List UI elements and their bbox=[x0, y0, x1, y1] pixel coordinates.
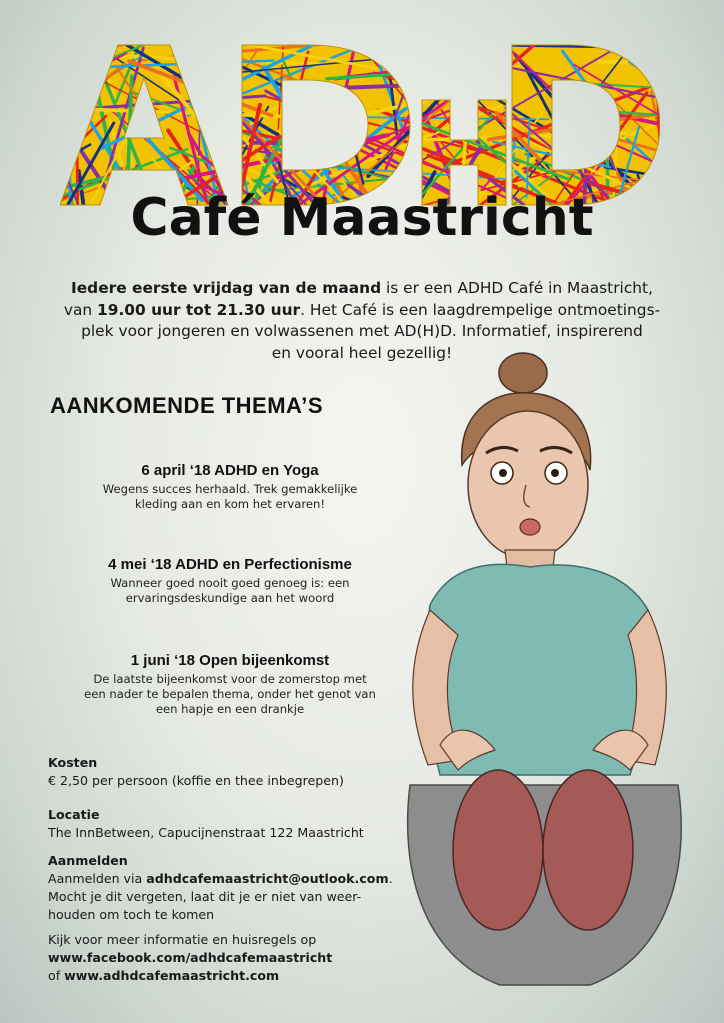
event-desc-line: De laatste bijeenkomst voor de zomerstop met bbox=[93, 672, 367, 686]
more-info-block bbox=[48, 931, 332, 985]
intro-text-1: is er een ADHD Café in Maastricht, bbox=[381, 279, 653, 297]
facebook-link[interactable]: www.facebook.com/adhdcafemaastricht bbox=[48, 950, 333, 965]
event-desc-line: Wegens succes herhaald. Trek gemakkelijke bbox=[102, 482, 358, 496]
event-yoga bbox=[20, 462, 440, 512]
event-perfectionisme bbox=[20, 556, 440, 606]
event-desc-line: kleding aan en kom het ervaren! bbox=[134, 497, 326, 511]
more-info-text: Kijk voor meer informatie en huisregels op bbox=[48, 932, 317, 947]
event-title: 1 juni ‘18 Open bijeenkomst bbox=[130, 652, 330, 669]
intro-bold-2: 19.00 uur tot 21.30 uur bbox=[97, 300, 301, 319]
location-block bbox=[48, 806, 364, 842]
intro-text-3: . Het Café is een laagdrempelige ontmoetings- bbox=[300, 300, 661, 319]
intro-text-2: van bbox=[63, 300, 98, 319]
event-title: 6 april ‘18 ADHD en Yoga bbox=[141, 462, 319, 479]
costs-label: Kosten bbox=[48, 755, 98, 770]
registration-email[interactable]: adhdcafemaastricht@outlook.com bbox=[146, 871, 389, 886]
themes-heading: AANKOMENDE THEMA’S bbox=[50, 393, 324, 418]
event-desc-line: ervaringsdeskundige aan het woord bbox=[125, 591, 335, 605]
intro-bold-1: Iedere eerste vrijdag van de maand bbox=[71, 279, 382, 297]
logo-letter-d1 bbox=[242, 45, 410, 205]
event-desc-line: een nader te bepalen thema, onder het genot van bbox=[84, 687, 376, 701]
event-desc-line: een hapje en een drankje bbox=[155, 702, 305, 716]
registration-post: . bbox=[388, 871, 393, 886]
website-link[interactable]: www.adhdcafemaastricht.com bbox=[64, 968, 280, 983]
logo-letter-a bbox=[60, 45, 228, 205]
intro-line-4: en vooral heel gezellig! bbox=[271, 343, 453, 362]
logo-letter-d2 bbox=[512, 45, 660, 205]
event-open-bijeenkomst bbox=[20, 652, 440, 717]
registration-line-3: houden om toch te komen bbox=[48, 907, 215, 922]
registration-block bbox=[48, 852, 393, 924]
adhd-logo bbox=[60, 40, 660, 210]
costs-text: € 2,50 per persoon (koffie en thee inbegrepen) bbox=[48, 773, 344, 788]
more-info-or: of bbox=[48, 968, 65, 983]
yoga-woman-illustration bbox=[380, 345, 710, 1010]
location-text: The InnBetween, Capucijnenstraat 122 Maastricht bbox=[48, 825, 364, 840]
location-label: Locatie bbox=[48, 807, 100, 822]
registration-pre: Aanmelden via bbox=[48, 871, 147, 886]
page-title: Café Maastricht bbox=[130, 188, 594, 248]
intro-line-3: plek voor jongeren en volwassenen met AD(H)D. Informatief, inspirerend bbox=[81, 322, 643, 340]
event-desc-line: Wanneer goed nooit goed genoeg is: een bbox=[110, 576, 350, 590]
registration-label: Aanmelden bbox=[48, 853, 128, 868]
costs-block bbox=[48, 754, 344, 790]
event-title: 4 mei ‘18 ADHD en Perfectionisme bbox=[108, 556, 352, 573]
registration-line-2: Mocht je dit vergeten, laat dit je er niet van weer- bbox=[48, 889, 362, 904]
